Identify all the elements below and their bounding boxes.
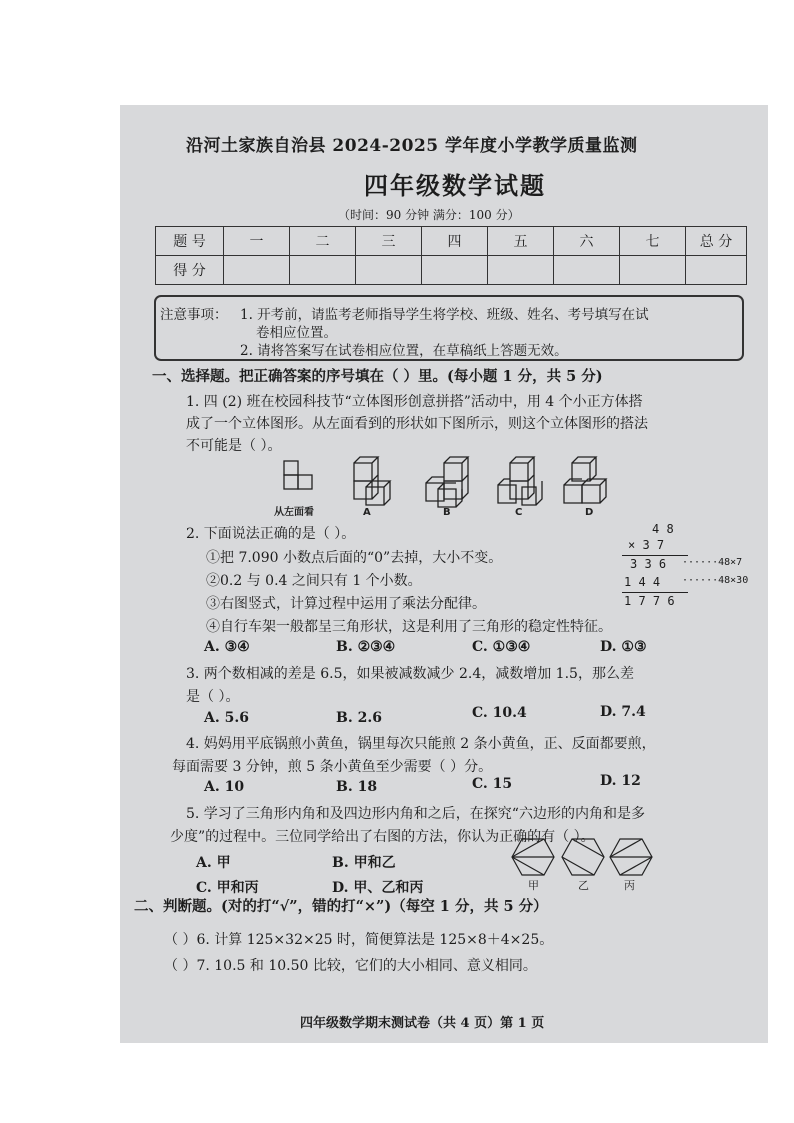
score-cell[interactable] xyxy=(356,256,422,285)
q4-option-d[interactable]: D. 12 xyxy=(600,773,641,789)
section-2-heading: 二、判断题。(对的打“√”，错的打“×”)（每空 1 分，共 5 分） xyxy=(134,898,548,915)
q5-line-1: 5. 学习了三角形内角和及四边形内角和之后，在探究“六边形的内角和是多 xyxy=(186,806,645,822)
score-table-header-row xyxy=(156,227,747,256)
mult-row-1: 4 8 xyxy=(652,522,674,536)
q2-item-4: ④自行车架一般都呈三角形状，这是利用了三角形的稳定性特征。 xyxy=(206,619,612,635)
q3-option-a[interactable]: A. 5.6 xyxy=(204,710,249,726)
vertical-multiplication xyxy=(622,522,752,612)
exam-paper xyxy=(120,105,768,1043)
cube-option-a-figure xyxy=(354,457,390,505)
score-cell[interactable] xyxy=(224,256,290,285)
hexagon-bing-label: 丙 xyxy=(624,879,635,891)
score-table-row-label: 得 分 xyxy=(156,256,224,285)
notice-box xyxy=(154,295,744,361)
score-col: 七 xyxy=(620,227,686,256)
q2-option-d[interactable]: D. ①③ xyxy=(600,639,647,655)
hexagon-yi-label: 乙 xyxy=(578,879,589,891)
q2-item-1: ①把 7.090 小数点后面的“0”去掉，大小不变。 xyxy=(206,550,503,566)
q3-option-b[interactable]: B. 2.6 xyxy=(336,710,382,726)
cube-option-c-figure xyxy=(498,457,542,505)
q3-line-1: 3. 两个数相减的差是 6.5，如果被减数减少 2.4，减数增加 1.5，那么差 xyxy=(186,666,634,682)
score-col: 四 xyxy=(422,227,488,256)
mult-row-2: × 3 7 xyxy=(628,538,665,552)
q3-option-c[interactable]: C. 10.4 xyxy=(472,705,527,721)
q6-text: （ ）6. 计算 125×32×25 时，简便算法是 125×8＋4×25。 xyxy=(164,932,554,948)
q5-option-b[interactable]: B. 甲和乙 xyxy=(332,855,396,871)
q3-line-2: 是（ ）。 xyxy=(186,689,240,705)
cube-option-d-label: D xyxy=(585,507,594,518)
q2-stem: 2. 下面说法正确的是（ ）。 xyxy=(186,526,356,542)
cube-option-a-label: A xyxy=(363,507,371,518)
q1-line-2: 成了一个立体图形。从左面看到的形状如下图所示，则这个立体图形的搭法 xyxy=(186,416,648,432)
score-cell[interactable] xyxy=(686,256,747,285)
mult-row-3: 3 3 6 xyxy=(630,557,667,571)
score-col: 三 xyxy=(356,227,422,256)
score-col: 二 xyxy=(290,227,356,256)
mult-line-1 xyxy=(622,555,688,556)
left-view-figure xyxy=(284,461,312,489)
q1-cube-figures xyxy=(270,453,630,523)
cube-option-b-label: B xyxy=(443,507,451,518)
q4-line-2: 每面需要 3 分钟，煎 5 条小黄鱼至少需要（ ）分。 xyxy=(172,759,493,775)
score-cell[interactable] xyxy=(290,256,356,285)
cube-option-b-figure xyxy=(426,457,468,507)
exam-subtitle: 四年级数学试题 xyxy=(364,171,546,200)
score-table-row-label: 题 号 xyxy=(156,227,224,256)
q2-option-b[interactable]: B. ②③④ xyxy=(336,639,396,655)
q5-option-c[interactable]: C. 甲和丙 xyxy=(196,880,259,896)
q4-line-1: 4. 妈妈用平底锅煎小黄鱼，锅里每次只能煎 2 条小黄鱼，正、反面都要煎， xyxy=(186,736,656,752)
score-col: 五 xyxy=(488,227,554,256)
notice-line-1: 1. 开考前，请监考老师指导学生将学校、班级、姓名、考号填写在试 xyxy=(240,307,649,323)
score-cell[interactable] xyxy=(620,256,686,285)
mult-line-2 xyxy=(622,592,688,593)
score-col: 一 xyxy=(224,227,290,256)
notice-line-2: 2. 请将答案写在试卷相应位置，在草稿纸上答题无效。 xyxy=(240,343,568,359)
cube-option-d-figure xyxy=(564,457,606,503)
q1-line-3: 不可能是（ ）。 xyxy=(186,438,282,454)
q2-option-a[interactable]: A. ③④ xyxy=(204,639,250,655)
hexagon-yi-figure xyxy=(562,839,604,875)
cube-option-c-label: C xyxy=(515,507,523,518)
q7-text: （ ）7. 10.5 和 10.50 比较，它们的大小相同、意义相同。 xyxy=(164,958,537,974)
hexagon-bing-figure xyxy=(610,839,652,875)
q4-option-a[interactable]: A. 10 xyxy=(204,779,245,795)
mult-row-4: 1 4 4 xyxy=(624,575,661,589)
q2-option-c[interactable]: C. ①③④ xyxy=(472,639,531,655)
exam-meta: （时间：90 分钟 满分：100 分） xyxy=(338,208,520,222)
notice-label: 注意事项： xyxy=(160,307,228,323)
hexagon-jia-figure xyxy=(512,839,554,875)
page-footer: 四年级数学期末测试卷（共 4 页）第 1 页 xyxy=(300,1016,545,1031)
section-1-heading: 一、选择题。把正确答案的序号填在（ ）里。(每小题 1 分，共 5 分) xyxy=(152,368,603,385)
score-cell[interactable] xyxy=(488,256,554,285)
q1-line-1: 1. 四 (2) 班在校园科技节“立体图形创意拼搭”活动中，用 4 个小正方体搭 xyxy=(186,394,643,410)
mult-row-3-note: ······48×7 xyxy=(682,557,743,568)
mult-row-5: 1 7 7 6 xyxy=(624,594,675,608)
q5-hexagon-figures xyxy=(510,835,660,891)
score-col: 六 xyxy=(554,227,620,256)
q5-option-a[interactable]: A. 甲 xyxy=(196,855,231,871)
q5-option-d[interactable]: D. 甲、乙和丙 xyxy=(332,880,424,896)
q2-item-3: ③右图竖式，计算过程中运用了乘法分配律。 xyxy=(206,596,486,612)
q5-line-2: 少度”的过程中。三位同学给出了右图的方法，你认为正确的有（ ）。 xyxy=(170,829,595,845)
notice-line-1b: 卷相应位置。 xyxy=(256,325,337,341)
score-cell[interactable] xyxy=(422,256,488,285)
q4-option-c[interactable]: C. 15 xyxy=(472,776,513,792)
score-table xyxy=(155,226,747,285)
hexagon-jia-label: 甲 xyxy=(528,879,539,891)
mult-row-4-note: ······48×30 xyxy=(682,575,749,586)
left-view-label: 从左面看 xyxy=(274,507,314,518)
q3-option-d[interactable]: D. 7.4 xyxy=(600,704,646,720)
score-cell[interactable] xyxy=(554,256,620,285)
exam-title: 沿河土家族自治县 2024-2025 学年度小学教学质量监测 xyxy=(186,136,638,156)
score-col-total: 总 分 xyxy=(686,227,747,256)
q2-item-2: ②0.2 与 0.4 之间只有 1 个小数。 xyxy=(206,573,422,589)
score-table-score-row xyxy=(156,256,747,285)
q4-option-b[interactable]: B. 18 xyxy=(336,779,378,795)
